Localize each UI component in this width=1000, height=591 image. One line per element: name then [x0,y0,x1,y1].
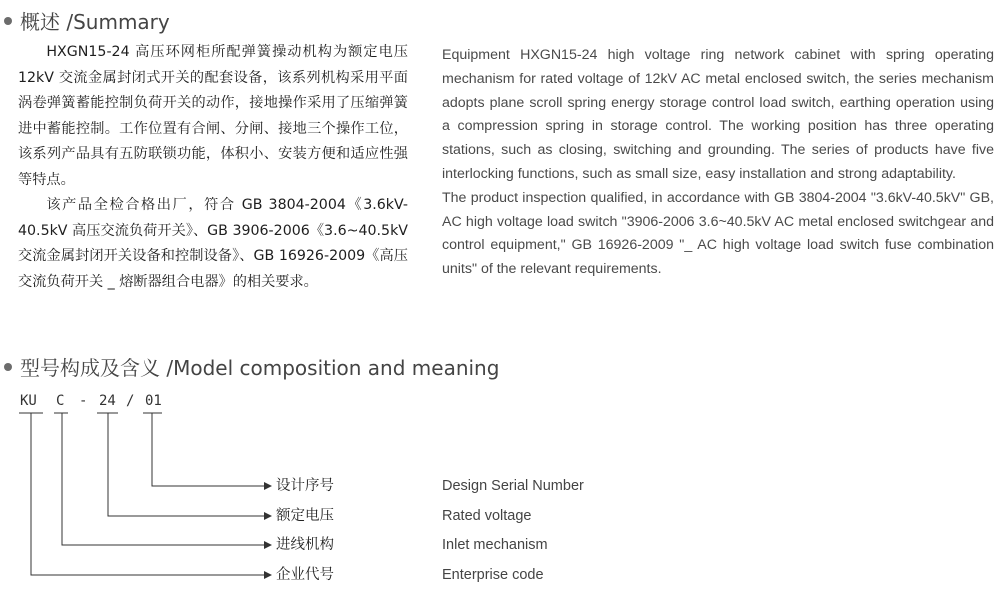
connector-enterprise-code [31,413,266,575]
row-cn-design-serial: 设计序号 [276,478,334,494]
row-en-inlet-mechanism: Inlet mechanism [442,537,548,553]
arrow-head [264,482,272,490]
arrow-head [264,541,272,549]
code-separator-slash: / [126,393,135,409]
connector-inlet-mechanism [62,413,266,545]
summary-en-paragraph-1: Equipment HXGN15-24 high voltage ring network cabinet with spring operating mechanism for rated voltage of 12kV AC metal enclosed switch, the series mechanism adopts plane scroll spring energy storage control load switch, earthing operation using a compression spring in storage control. The working position has three operating stations, such as closing, switching and grounding. The series of products have five interlocking functions, such as small size, easy installation and strong adaptability. [442,47,994,182]
row-en-rated-voltage: Rated voltage [442,508,532,524]
model-title: 型号构成及含义 /Model composition and meaning [20,356,500,380]
connector-design-serial [152,413,266,486]
row-en-design-serial: Design Serial Number [442,478,584,494]
row-cn-rated-voltage: 额定电压 [276,508,334,524]
summary-en-paragraph-2: The product inspection qualified, in accordance with GB 3804-2004 "3.6kV-40.5kV" GB, AC high voltage load switch "3906-2006 3.6~40.5kV AC metal enclosed switchgear and control equipment," GB 16926-2009 "_ AC high voltage load switch fuse combination units" of the relevant requirements. [442,189,994,278]
connector-rated-voltage [108,413,266,516]
row-cn-inlet-mechanism: 进线机构 [276,537,334,553]
arrow-head [264,571,272,579]
summary-cn-paragraph-1: HXGN15-24 高压环网柜所配弹簧操动机构为额定电压 12kV 交流金属封闭式开关的配套设备，该系列机构采用平面涡卷弹簧蓄能控制负荷开关的动作，接地操作采用了压缩弹簧进中蓄能控制。工作位置有合闸、分闸、接地三个操作工位，该系列产品具有五防联锁功能，体积小、安装方便和适应性强等特点。 [18,44,408,188]
row-cn-enterprise-code: 企业代号 [276,567,334,583]
code-part-c: C [56,393,65,409]
summary-cn-paragraph-2: 该产品全检合格出厂，符合 GB 3804-2004《3.6kV-40.5kV 高压交流负荷开关》、GB 3906-2006《3.6~40.5kV 交流金属封闭开关设备和控制设备》、GB 16926-2009《高压交流负荷开关 _ 熔断器组合电器》的相关要求。 [18,197,408,290]
row-en-enterprise-code: Enterprise code [442,567,544,583]
code-part-01: 01 [145,393,162,409]
code-separator-dash: - [79,393,88,409]
code-part-24: 24 [99,393,116,409]
summary-title: 概述 /Summary [20,10,170,34]
code-part-ku: KU [20,393,37,409]
arrow-head [264,512,272,520]
